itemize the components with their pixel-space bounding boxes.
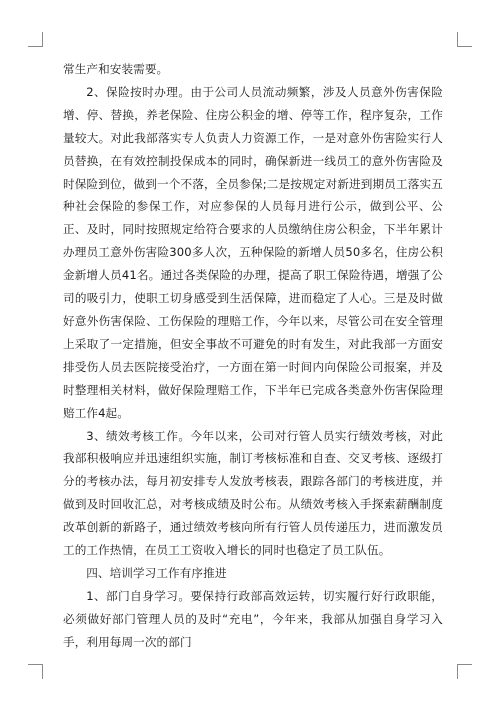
crop-mark-top-left [28, 32, 43, 47]
crop-mark-top-right [457, 32, 472, 47]
crop-mark-bottom-right [457, 664, 472, 679]
paragraph-department-learning: 1、部门自身学习。要保持行政部高效运转，切实履行好行政职能，必须做好部门管理人员的及时“充电”，今年来，我部从加强自身学习入手，利用每周一次的部门 [63, 588, 443, 649]
paragraph-insurance: 2、保险按时办理。由于公司人员流动频繁，涉及人员意外伤害保险增、停、替换，养老保险、住房公积金的增、停等工作，程序复杂，工作量较大。对此我部落实专人负责人力资源工作，一是对意外伤害险实行人员替换，在有效控制投保成本的同时，确保新进一线员工的意外伤害险及时保险到位，做到一个不落，全员参保;二是按规定对新进到期员工落实五种社会保险的参保工作，对应参保的人员每月进行公示，做到公平、公正、及时，同时按照规定给符合要求的人员缴纳住房公积金，下半年累计办理员工意外伤害险300多人次，五种保险的新增人员50多名，住房公积金新增人员41名。通过各类保险的办理，提高了职工保险待遇，增强了公司的吸引力，使职工切身感受到生活保障，进而稳定了人心。三是及时做好意外伤害保险、工伤保险的理赔工作，今年以来，尽管公司在安全管理上采取了一定措施，但安全事故不可避免的时有发生，对此我部一方面安排受伤人员去医院接受治疗，一方面在第一时间内向保险公司报案，并及时整理相关材料，做好保险理赔工作，下半年已完成各类意外伤害保险理赔工作4起。 [63, 84, 443, 420]
section-heading-training: 四、培训学习工作有序推进 [86, 565, 227, 580]
crop-mark-bottom-left [28, 664, 43, 679]
paragraph-continuation: 常生产和安装需要。 [63, 62, 169, 76]
paragraph-performance-review: 3、绩效考核工作。今年以来，公司对行管人员实行绩效考核，对此我部积极响应并迅速组织实施，制订考核标准和自查、交叉考核、逐级打分的考核办法，每月初安排专人发放考核表，跟踪各部门的考核进度，并做到及时回收汇总，对考核成绩及时公布。从绩效考核入手探索薪酬制度改革创新的新路子，通过绩效考核向所有行管人员传递压力，进而激发员工的工作热情，在员工工资收入增长的同时也稳定了员工队伍。 [63, 428, 443, 558]
document-body [63, 58, 443, 654]
